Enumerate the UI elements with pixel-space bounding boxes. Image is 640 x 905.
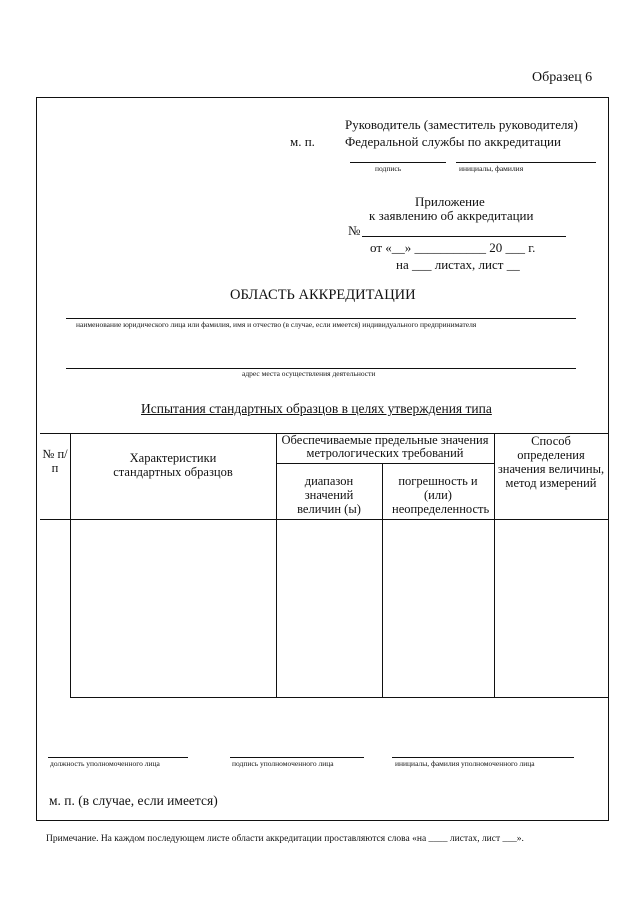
initials-caption: инициалы, фамилия bbox=[459, 164, 524, 173]
address-caption: адрес места осуществления деятельности bbox=[242, 369, 376, 378]
position-line bbox=[48, 757, 188, 758]
table-line-a bbox=[70, 433, 71, 698]
position-caption: должность уполномоченного лица bbox=[50, 759, 160, 768]
stamp-note: м. п. (в случае, если имеется) bbox=[49, 793, 218, 808]
col-header-characteristics: Характеристики стандартных образцов bbox=[113, 451, 233, 479]
entity-name-line bbox=[66, 318, 576, 319]
annex-sheets: на ___ листах, лист __ bbox=[396, 257, 520, 272]
name-line bbox=[392, 757, 574, 758]
col-header-num: № п/п bbox=[42, 447, 68, 475]
col-header-limit-values: Обеспечиваемые предельные значения метрологических требований bbox=[281, 433, 489, 460]
entity-name-caption: наименование юридического лица или фамилия, имя и отчество (в случае, если имеется) индивидуального предпринимателя bbox=[76, 320, 477, 329]
footnote: Примечание. На каждом последующем листе области аккредитации проставляются слова «на ____ листах, лист ___». bbox=[46, 834, 524, 844]
col-header-uncertainty: погрешность и (или) неопределенность bbox=[392, 474, 490, 516]
annex-title: Приложение bbox=[415, 194, 485, 209]
approver-title: Руководитель (заместитель руководителя) bbox=[345, 117, 578, 132]
name-caption: инициалы, фамилия уполномоченного лица bbox=[395, 759, 535, 768]
table-bottom-border bbox=[70, 697, 608, 698]
signature-line bbox=[350, 162, 446, 163]
signature-line-authorized bbox=[230, 757, 364, 758]
annex-number-line bbox=[362, 236, 566, 237]
main-title: ОБЛАСТЬ АККРЕДИТАЦИИ bbox=[230, 287, 416, 303]
table-line-c bbox=[382, 463, 383, 698]
col-header-method: Способ определения значения величины, метод измерений bbox=[497, 434, 605, 490]
approver-agency: Федеральной службы по аккредитации bbox=[345, 134, 561, 149]
table-header-border bbox=[40, 519, 608, 520]
annex-subtitle: к заявлению об аккредитации bbox=[369, 208, 534, 223]
signature-caption: подпись bbox=[375, 164, 402, 173]
annex-number-label: № bbox=[348, 223, 361, 238]
initials-line bbox=[456, 162, 596, 163]
table-line-d bbox=[494, 433, 495, 698]
accreditation-scope-table bbox=[40, 433, 608, 698]
col-header-range: диапазон значений величин (ы) bbox=[297, 474, 361, 516]
sample-label: Образец 6 bbox=[532, 70, 593, 85]
section-title: Испытания стандартных образцов в целях утверждения типа bbox=[141, 401, 492, 416]
annex-date: от «__» ___________ 20 ___ г. bbox=[370, 240, 536, 255]
stamp-place-label: м. п. bbox=[290, 134, 315, 149]
table-subheader-border bbox=[276, 463, 494, 464]
table-line-b bbox=[276, 433, 277, 698]
signature-caption-authorized: подпись уполномоченного лица bbox=[232, 759, 334, 768]
